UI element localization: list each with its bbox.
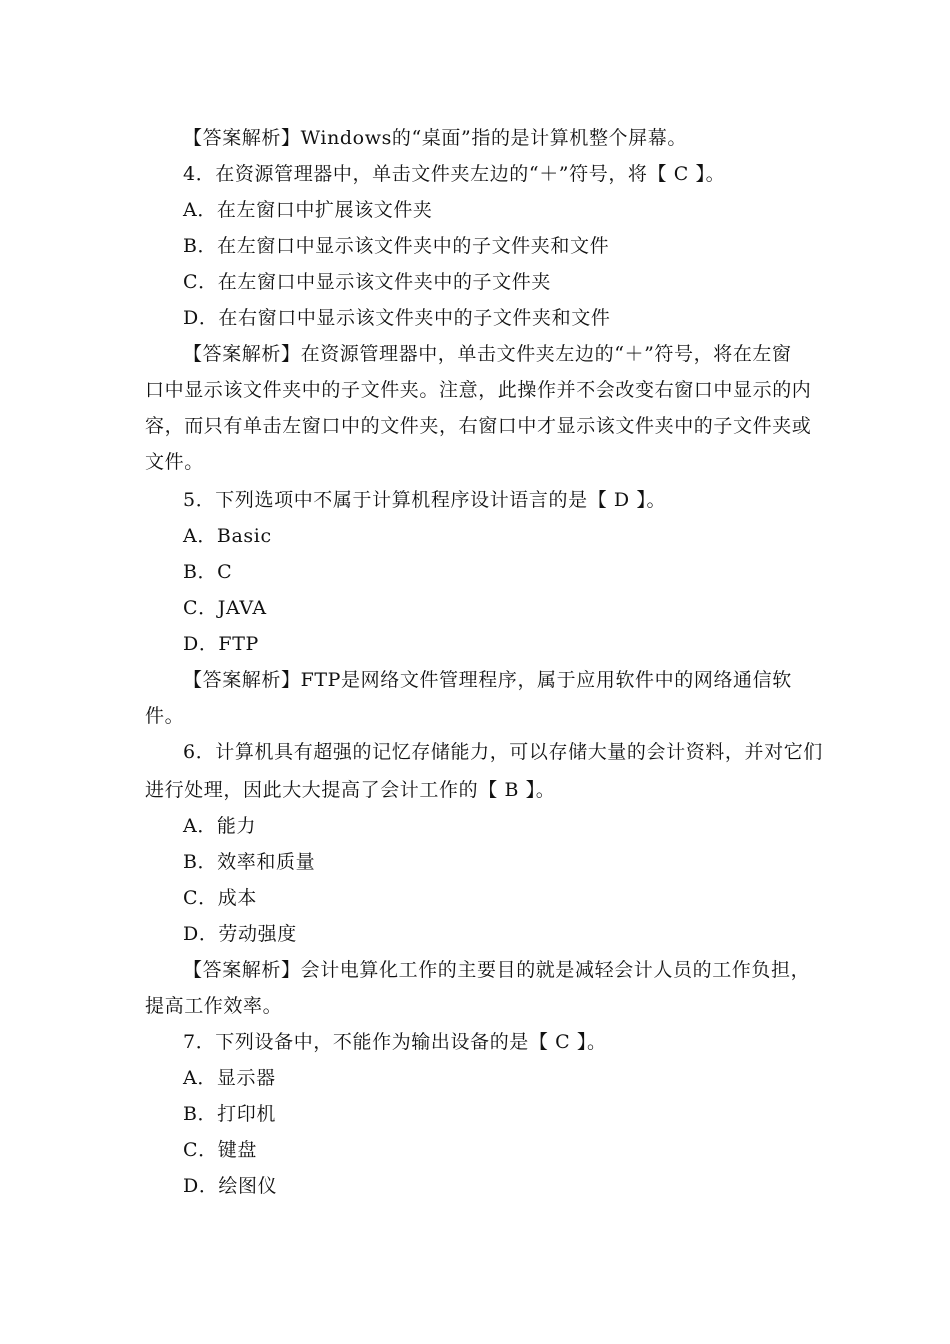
q6-option-d: D．劳动强度 (183, 923, 297, 945)
q6-option-b: B．效率和质量 (183, 851, 316, 873)
q6-option-c: C．成本 (183, 887, 257, 909)
q7-option-b: B．打印机 (183, 1103, 276, 1125)
q4-option-a: A．在左窗口中扩展该文件夹 (183, 199, 433, 221)
question-6: 6．计算机具有超强的记忆存储能力，可以存储大量的会计资料，并对它们 (183, 741, 823, 763)
q7-option-c: C．键盘 (183, 1139, 257, 1161)
q4-option-c: C．在左窗口中显示该文件夹中的子文件夹 (183, 271, 551, 293)
q5-option-b: B．C (183, 561, 233, 583)
answer-analysis-q5-cont: 件。 (145, 705, 185, 727)
q5-option-c: C．JAVA (183, 597, 267, 619)
q6-option-a: A．能力 (183, 815, 257, 837)
q7-option-a: A．显示器 (183, 1067, 276, 1089)
q7-option-d: D．绘图仪 (183, 1175, 278, 1197)
answer-analysis-q6-cont: 提高工作效率。 (145, 995, 283, 1017)
answer-analysis-q4-cont: 文件。 (145, 451, 204, 473)
q4-option-b: B．在左窗口中显示该文件夹中的子文件夹和文件 (183, 235, 610, 257)
answer-analysis-q6: 【答案解析】会计电算化工作的主要目的就是减轻会计人员的工作负担， (183, 959, 811, 981)
answer-analysis-q5: 【答案解析】FTP是网络文件管理程序，属于应用软件中的网络通信软 (183, 669, 792, 691)
question-5: 5．下列选项中不属于计算机程序设计语言的是【 D 】。 (183, 489, 667, 511)
answer-analysis-q3: 【答案解析】Windows的“桌面”指的是计算机整个屏幕。 (183, 127, 687, 149)
answer-analysis-q4: 【答案解析】在资源管理器中，单击文件夹左边的“＋”符号，将在左窗 (183, 343, 792, 365)
q5-option-d: D．FTP (183, 633, 259, 655)
q4-option-d: D．在右窗口中显示该文件夹中的子文件夹和文件 (183, 307, 611, 329)
answer-analysis-q4-cont: 口中显示该文件夹中的子文件夹。注意，此操作并不会改变右窗口中显示的内 (145, 379, 812, 401)
question-4: 4．在资源管理器中，单击文件夹左边的“＋”符号，将【 C 】。 (183, 163, 726, 185)
question-6-cont: 进行处理，因此大大提高了会计工作的【 B 】。 (145, 779, 556, 801)
q5-option-a: A．Basic (183, 525, 272, 547)
answer-analysis-q4-cont: 容，而只有单击左窗口中的文件夹，右窗口中才显示该文件夹中的子文件夹或 (145, 415, 812, 437)
question-7: 7．下列设备中，不能作为输出设备的是【 C 】。 (183, 1031, 607, 1053)
